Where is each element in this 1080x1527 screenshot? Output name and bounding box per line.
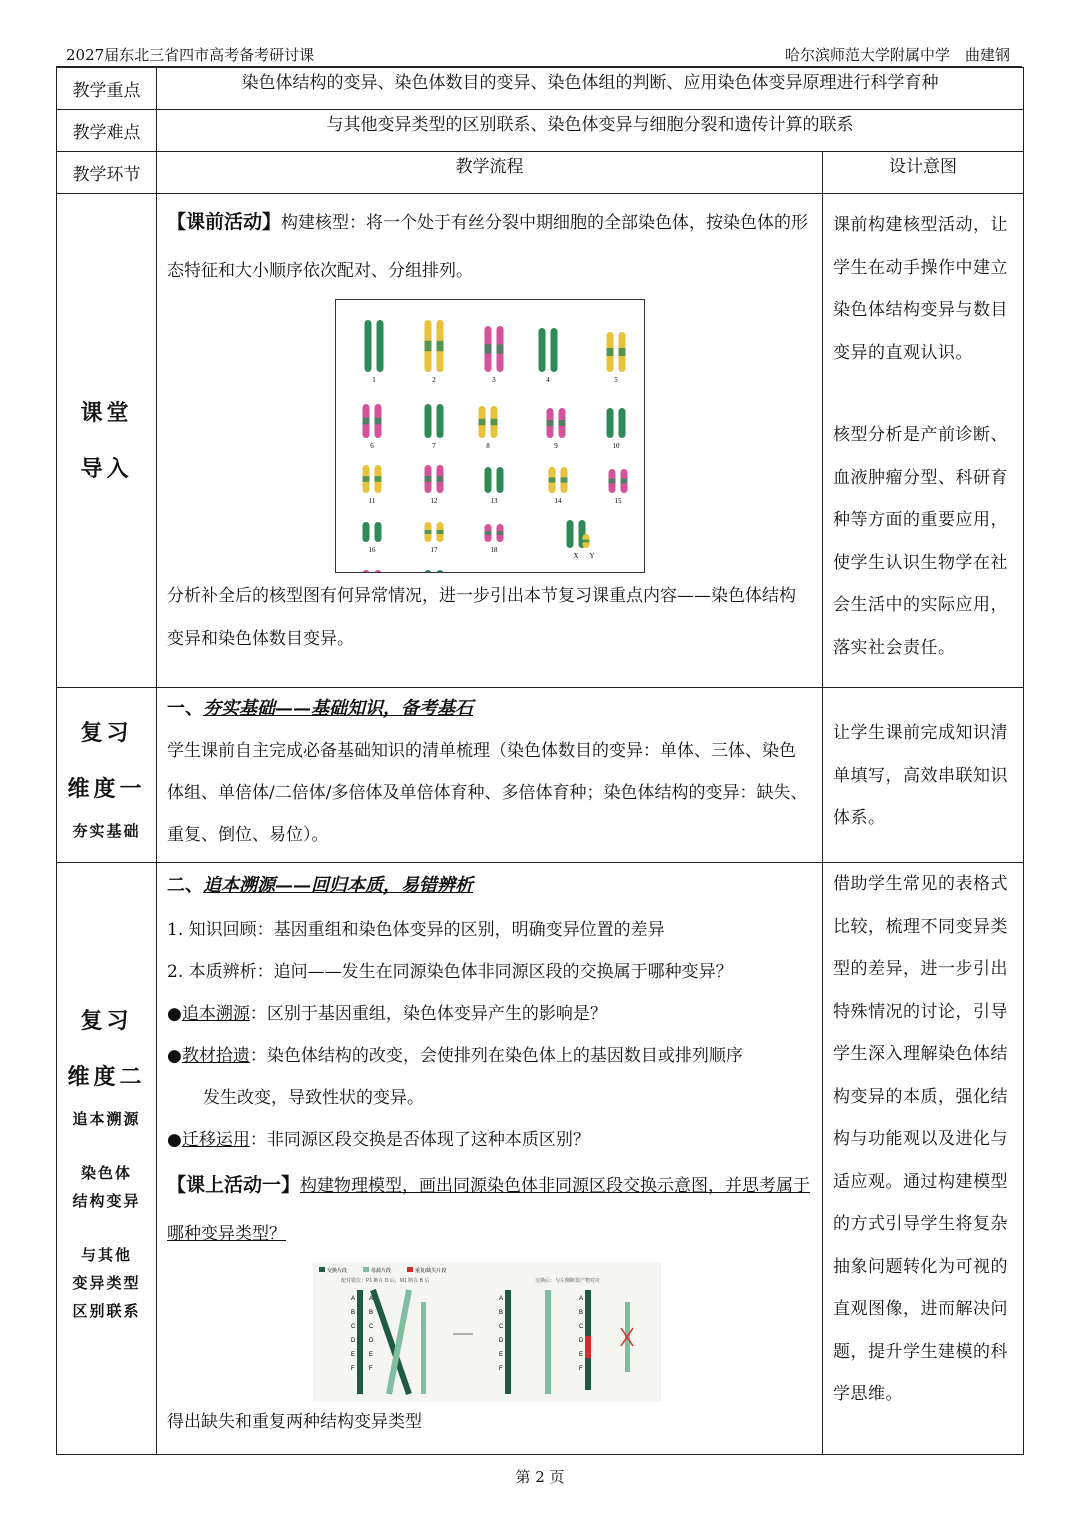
focus-content: 染色体结构的变异、染色体数目的变异、染色体组的判断、应用染色体变异原理进行科学育种	[157, 68, 1024, 110]
chromosome-pair-10	[607, 408, 626, 450]
col-intent-header: 设计意图	[823, 152, 1024, 194]
chromosome-pair-19	[363, 570, 382, 573]
chromosome	[375, 570, 382, 573]
chromosome-band	[497, 477, 504, 482]
row-columns	[57, 152, 1024, 194]
chromosome-band	[607, 348, 614, 356]
gene-label: E	[351, 1352, 356, 1358]
chromosome-band	[485, 531, 492, 535]
chromosome-band	[485, 477, 492, 482]
section-basics-label-sub: 夯实基础	[72, 822, 141, 840]
intro-intent-p2: 核型分析是产前诊断、血液肿瘤分型、科研育种等方面的重要应用，使学生认识生物学在社会生活中的实际应用，落实社会责任。	[833, 425, 1008, 658]
gene-label: E	[369, 1352, 374, 1358]
chromosome-pair-8	[479, 406, 498, 450]
gene-label: F	[499, 1366, 503, 1372]
chromosome-band	[559, 420, 566, 426]
basics-heading-text: 夯实基础——基础知识，备考基石	[203, 698, 473, 719]
karyotype-label: 7	[432, 442, 436, 450]
chromosome-band	[425, 530, 432, 534]
chromosome	[557, 572, 564, 573]
chromosome-pair-20	[425, 570, 444, 573]
chromosome-band	[621, 479, 628, 484]
chromosome-bar	[357, 1290, 363, 1394]
chromosome-band	[437, 418, 444, 425]
gene-label: B	[499, 1310, 504, 1316]
chromosome-band	[365, 341, 372, 351]
header-left: 2027届东北三省四市高考备考研讨课	[66, 46, 315, 64]
page-header	[56, 44, 1022, 66]
chromosome-bar	[421, 1302, 426, 1394]
legend-label: 交换片段	[327, 1268, 348, 1274]
in-class-activity-title: 【课上活动一】	[167, 1174, 301, 1196]
model-caption-right: 交换后：与左侧断裂产物对应	[535, 1278, 601, 1284]
section-origin-sub2a: 染色体	[80, 1163, 132, 1182]
karyotype-label: 3	[492, 376, 496, 384]
col-stage-header: 教学环节	[57, 152, 157, 194]
chromosome-band	[607, 420, 614, 426]
chromosome-pair-17	[425, 522, 444, 554]
gene-label: D	[579, 1338, 584, 1344]
chromosome	[425, 570, 432, 573]
chromosome-band	[539, 346, 546, 355]
gene-label: F	[351, 1366, 355, 1372]
section-basics-label-1: 复习	[80, 720, 133, 746]
chromosome-band	[619, 420, 626, 426]
row-focus	[57, 68, 1024, 110]
row-section-basics	[57, 688, 1024, 863]
gene-label: E	[579, 1352, 584, 1358]
basics-text: 学生课前自主完成必备基础知识的清单梳理（染色体数目的变异：单体、三体、染色体组、单倍体/二倍体/多倍体及单倍体育种、多倍体育种；染色体结构的变异：缺失、重复、倒位、易位）。	[167, 741, 808, 845]
section-origin-sub1: 追本溯源	[72, 1109, 141, 1128]
pre-class-activity-text: 构建核型：将一个处于有丝分裂中期细胞的全部染色体，按染色体的形态特征和大小顺序依次配对、分组排列。	[167, 213, 809, 281]
origin-result: 得出缺失和重复两种结构变异类型	[167, 1412, 422, 1432]
gene-label: C	[351, 1324, 356, 1330]
chromosome-band	[425, 418, 432, 425]
chromosome-band	[375, 530, 382, 534]
row-section-intro	[57, 194, 1024, 688]
chromosome-band	[549, 477, 556, 482]
section-origin-label	[57, 863, 157, 1455]
section-origin-intent	[823, 863, 1024, 1455]
chromosome-band	[583, 540, 590, 543]
karyotype-label: 16	[368, 546, 376, 554]
karyotype-label: 17	[430, 546, 438, 554]
chromosome	[363, 570, 370, 573]
gene-label: B	[369, 1310, 374, 1316]
chromosome-band	[485, 344, 492, 353]
section-origin-sub3b: 变异类型	[72, 1273, 141, 1292]
section-intro-label-2: 导入	[80, 455, 133, 482]
gene-label: C	[369, 1324, 374, 1330]
chromosome-bar	[545, 1290, 551, 1394]
legend-swatch	[319, 1267, 325, 1272]
page-footer: 第 2 页	[515, 1468, 565, 1486]
chromosome	[497, 572, 504, 573]
section-origin-label-1: 复习	[80, 1007, 133, 1034]
in-class-activity	[167, 1161, 812, 1258]
chromosome-band	[375, 476, 382, 482]
karyotype-label: Y	[589, 552, 595, 560]
chromosome-pair-4	[539, 328, 558, 384]
duplicated-segment	[585, 1336, 591, 1358]
chromosome-band	[547, 420, 554, 426]
chromosome-pair-Y	[583, 534, 595, 560]
origin-item-1: 1. 知识回顾：基因重组和染色体变异的区别，明确变异位置的差异	[167, 920, 665, 940]
col-flow-header: 教学流程	[157, 152, 823, 194]
gene-label: B	[579, 1310, 584, 1316]
section-intro-intent	[823, 194, 1024, 688]
intro-intent-p1: 课前构建核型活动，让学生在动手操作中建立染色体结构变异与数目变异的直观认识。	[833, 215, 1008, 363]
gene-label: D	[369, 1338, 374, 1344]
chromosome-band	[437, 476, 444, 482]
chromosome-pair-14	[549, 467, 568, 505]
pre-class-activity	[167, 198, 812, 295]
chromosome-band	[609, 479, 616, 484]
gene-label: D	[351, 1338, 356, 1344]
chromosome-band	[425, 476, 432, 482]
row-difficulty	[57, 110, 1024, 152]
difficulty-content: 与其他变异类型的区别联系、染色体变异与细胞分裂和遗传计算的联系	[157, 110, 1024, 152]
legend-swatch	[407, 1267, 413, 1272]
row-section-origin	[57, 863, 1024, 1455]
chromosome-band	[363, 418, 370, 425]
chromosome-band	[619, 348, 626, 356]
chromosome-pair-22	[545, 572, 564, 573]
basics-heading-prefix: 一、	[167, 698, 203, 719]
origin-bullet-3-text: ：非同源区段交换是否体现了这种本质区别？	[249, 1130, 590, 1150]
section-origin-sub3a: 与其他	[80, 1245, 132, 1264]
chromosome	[437, 570, 444, 573]
chromosome-band	[377, 341, 384, 351]
karyotype-label: 5	[614, 376, 618, 384]
gene-label: D	[499, 1338, 504, 1344]
chromosome-band	[363, 530, 370, 534]
chromosome-pair-18	[485, 524, 504, 554]
section-basics-label-2: 维度一	[67, 776, 146, 802]
chromosome-pair-16	[363, 522, 382, 554]
gene-label: B	[351, 1310, 356, 1316]
chromosome-band	[437, 341, 444, 351]
section-origin-sub2b: 结构变异	[72, 1191, 141, 1210]
section-intro-flow	[157, 194, 823, 688]
origin-bullet-1: ●追本溯源：区别于基因重组，染色体变异产生的影响是？	[167, 1004, 607, 1024]
karyotype-analysis: 分析补全后的核型图有何异常情况，进一步引出本节复习课重点内容——染色体结构变异和染色体数目变异。	[167, 586, 796, 649]
origin-bullet-2-text: ：染色体结构的改变，会使排列在染色体上的基因数目或排列顺序	[249, 1046, 743, 1066]
chromosome-pair-11	[363, 465, 382, 505]
focus-label: 教学重点	[57, 68, 157, 110]
karyotype-label: 2	[432, 376, 436, 384]
chromosome-pair-9	[547, 408, 566, 450]
section-basics-flow	[157, 688, 823, 863]
chromosome-band	[497, 531, 504, 535]
chromosome-band	[425, 341, 432, 351]
karyotype-label: 14	[554, 497, 562, 505]
origin-bullet-3: ●迁移运用：非同源区段交换是否体现了这种本质区别？	[167, 1130, 590, 1150]
gene-label: A	[579, 1296, 584, 1302]
section-origin-flow	[157, 863, 823, 1455]
exchange-model-figure	[313, 1262, 661, 1402]
header-right: 哈尔滨师范大学附属中学 曲建钢	[784, 46, 1010, 64]
pre-class-activity-title: 【课前活动】	[167, 211, 282, 233]
karyotype-label: 13	[490, 497, 498, 505]
gene-label: E	[499, 1352, 504, 1358]
chromosome-band	[561, 477, 568, 482]
section-origin-sub3c: 区别联系	[72, 1301, 141, 1320]
gene-label: C	[579, 1324, 584, 1330]
gene-label: A	[369, 1296, 374, 1302]
origin-bullet-1-text: ：区别于基因重组，染色体变异产生的影响是？	[249, 1004, 607, 1024]
chromosome-band	[363, 476, 370, 482]
origin-item-2: 2. 本质辨析：追问——发生在同源染色体非同源区段的交换属于哪种变异？	[167, 962, 733, 982]
origin-heading	[167, 863, 812, 909]
karyotype-label: 10	[612, 442, 620, 450]
chromosome	[485, 572, 492, 573]
section-intro-label	[57, 194, 157, 688]
chromosome-pair-12	[425, 465, 444, 505]
chromosome-pair-7	[425, 404, 444, 450]
origin-heading-prefix: 二、	[167, 875, 203, 896]
karyotype-label: 9	[554, 442, 558, 450]
gene-label: A	[351, 1296, 356, 1302]
karyotype-label: 6	[370, 442, 374, 450]
karyotype-label: 15	[614, 497, 622, 505]
lesson-plan-table	[56, 67, 1024, 1455]
gene-label: F	[579, 1366, 583, 1372]
chromosome-pair-2	[425, 320, 444, 384]
chromosome-pair-13	[485, 467, 504, 505]
model-caption-left: 配对错位：P1 断在 D 后，M1 断在 B 后	[341, 1278, 430, 1284]
in-class-activity-text: 构建物理模型，画出同源染色体非同源区段交换示意图，并思考属于哪种变异类型？	[167, 1176, 811, 1244]
origin-bullet-2-label: 教材拾遗	[181, 1046, 250, 1066]
karyotype-label: 11	[368, 497, 376, 505]
karyotype-label: 12	[430, 497, 438, 505]
karyotype-label: 1	[372, 376, 376, 384]
origin-intent-text: 借助学生常见的表格式比较，梳理不同变异类型的差异，进一步引出特殊情况的讨论，引导学生深入理解染色体结构变异的本质，强化结构与功能观以及进化与适应观。通过构建模型的方式引导学生将复杂抽象问题转化为可视的直观图像，进而解决问题，提升学生建模的科学思维。	[833, 874, 1008, 1404]
origin-bullet-2: ●教材拾遗：染色体结构的改变，会使排列在染色体上的基因数目或排列顺序	[167, 1046, 743, 1066]
difficulty-label: 教学难点	[57, 110, 157, 152]
section-origin-label-2: 维度二	[67, 1063, 146, 1090]
karyotype-label: X	[573, 552, 579, 560]
chromosome-band	[551, 346, 558, 355]
chromosome-pair-6	[363, 404, 382, 450]
chromosome-pair-3	[485, 326, 504, 384]
chromosome-bar	[505, 1290, 511, 1394]
gene-label: C	[499, 1324, 504, 1330]
gene-label: A	[499, 1296, 504, 1302]
section-intro-label-1: 课堂	[80, 399, 133, 426]
legend-label: 母源片段	[371, 1268, 392, 1274]
chromosome-pair-1	[365, 320, 384, 384]
origin-bullet-3-label: 迁移运用	[181, 1130, 250, 1150]
basics-heading	[167, 688, 812, 730]
basics-intent-text: 让学生课前完成知识清单填写，高效串联知识体系。	[833, 723, 1008, 829]
chromosome-band	[479, 419, 486, 425]
karyotype-label: 18	[490, 546, 498, 554]
chromosome	[545, 572, 552, 573]
chromosome-pair-15	[609, 469, 628, 505]
section-basics-intent	[823, 688, 1024, 863]
origin-bullet-2-cont: 发生改变，导致性状的变异。	[203, 1088, 424, 1108]
section-basics-label	[57, 688, 157, 863]
legend-swatch	[363, 1267, 369, 1272]
chromosome-band	[375, 418, 382, 425]
karyotype-label: 4	[546, 376, 550, 384]
chromosome-band	[437, 530, 444, 534]
chromosome-band	[497, 344, 504, 353]
chromosome-band	[491, 419, 498, 425]
origin-heading-text: 追本溯源——回归本质，易错辨析	[203, 875, 473, 896]
chromosome-band	[567, 531, 574, 537]
origin-bullet-1-label: 追本溯源	[181, 1004, 250, 1024]
chromosome-pair-5	[607, 332, 626, 384]
karyotype-figure	[335, 299, 645, 573]
gene-label: F	[369, 1366, 373, 1372]
chromosome-pair-21	[485, 572, 504, 573]
legend-label: 重复/缺失片段	[415, 1268, 447, 1274]
karyotype-label: 8	[486, 442, 490, 450]
